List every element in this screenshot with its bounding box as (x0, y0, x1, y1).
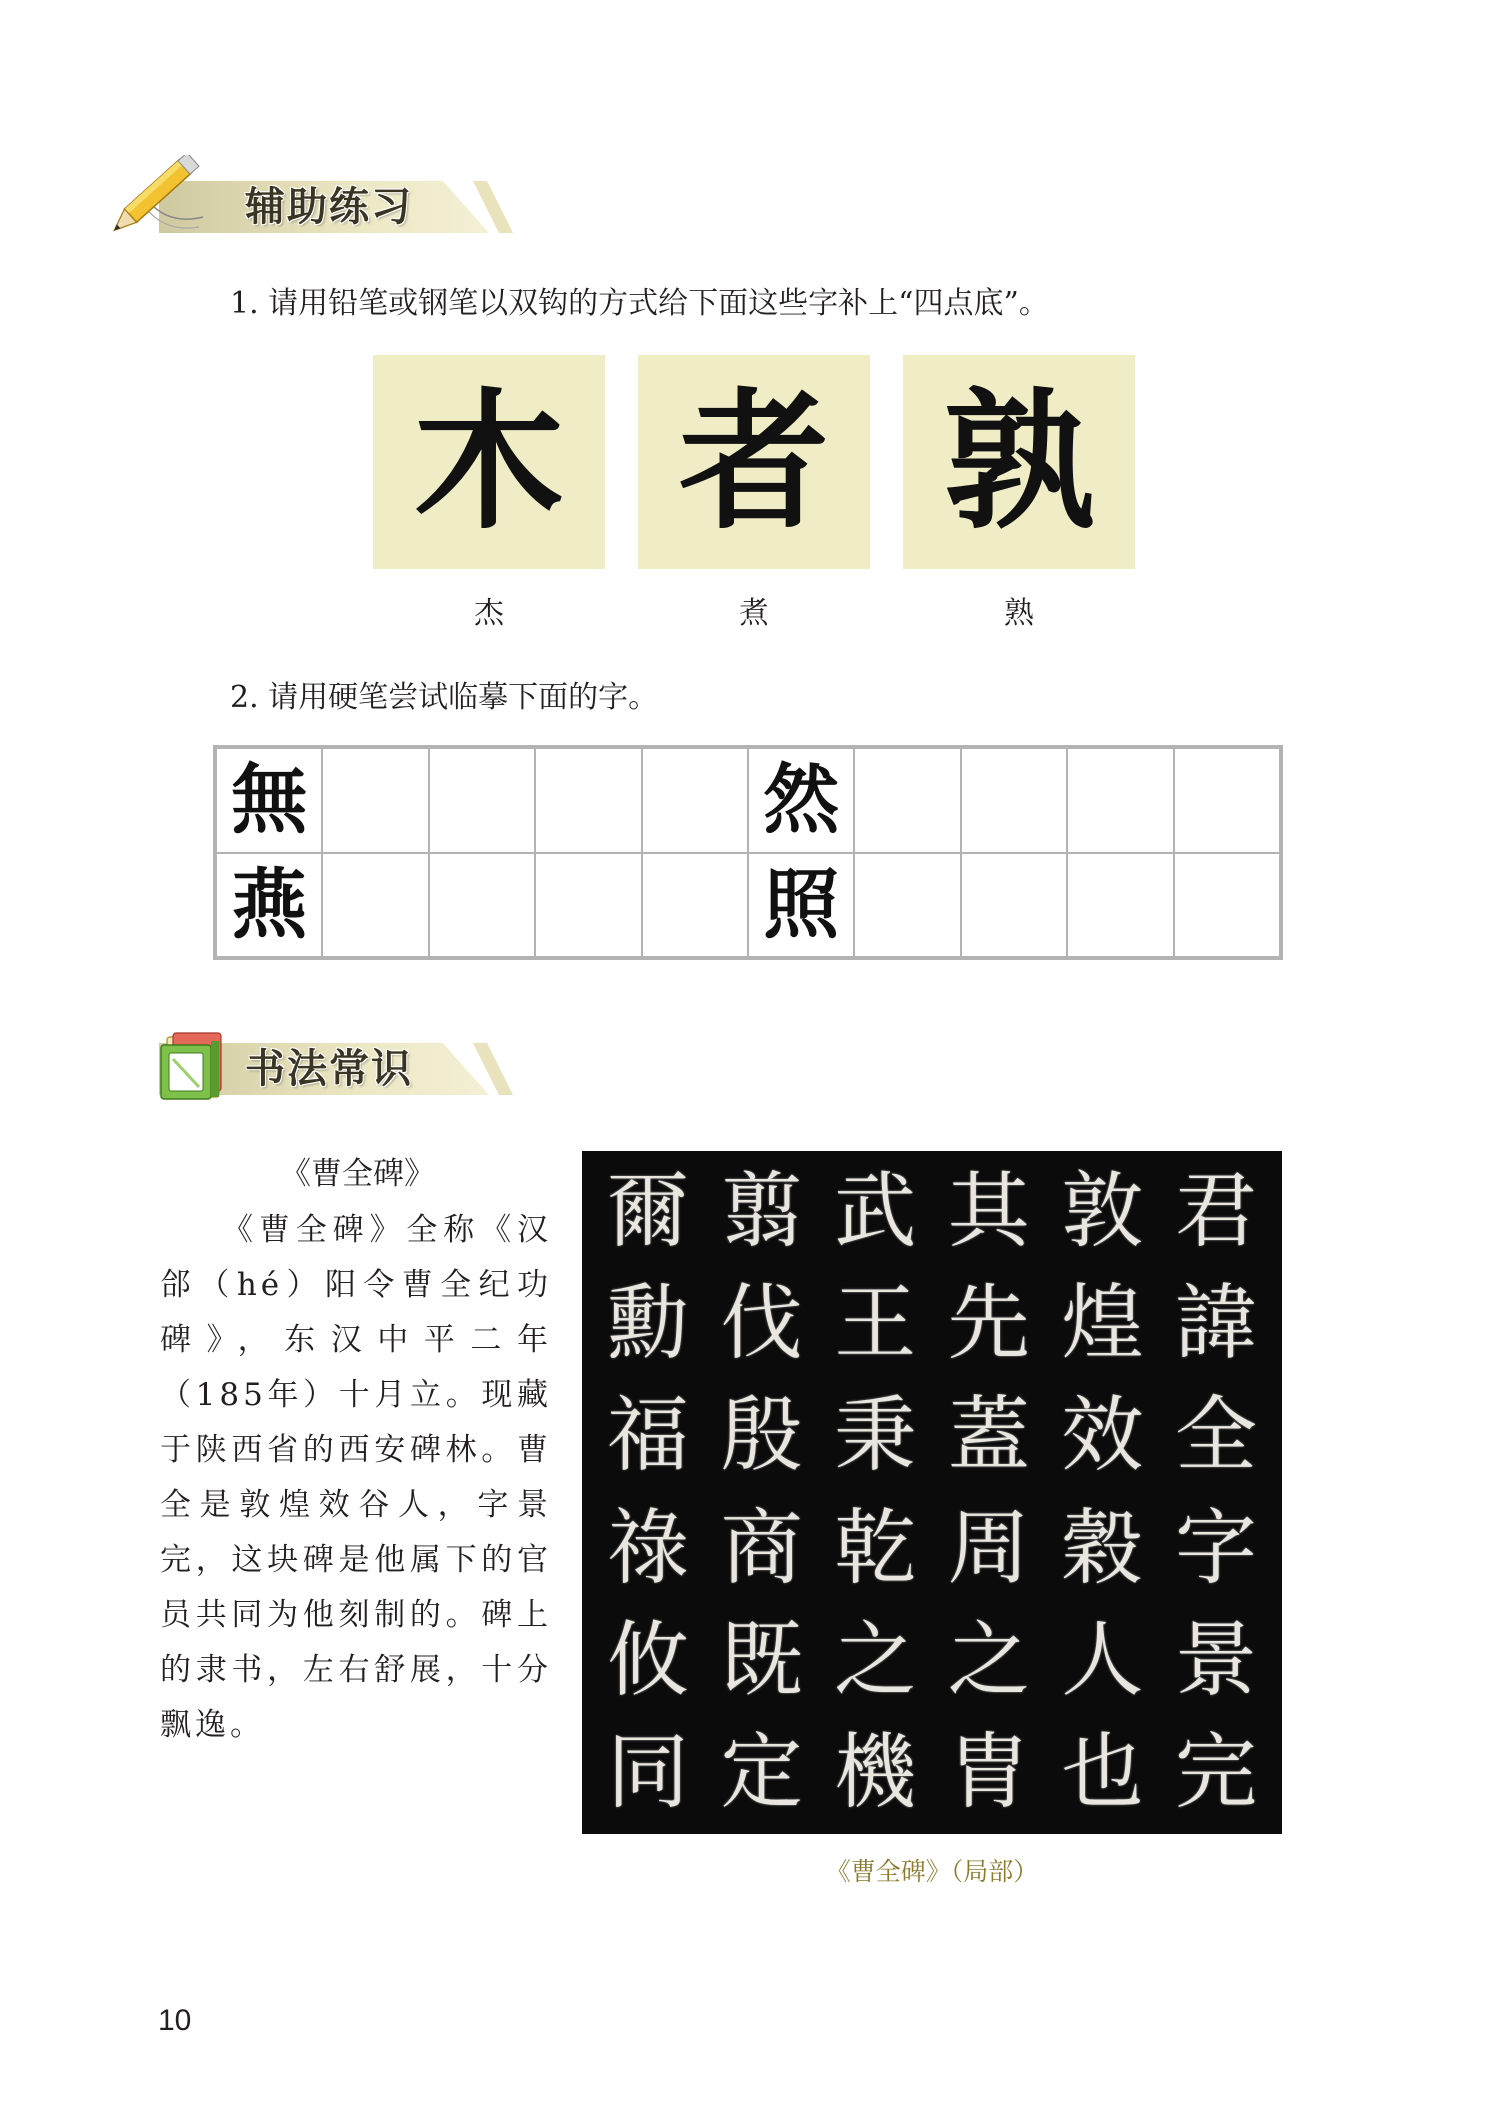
stele-rubbing-image (582, 1151, 1282, 1834)
image-caption: 《曹全碑》（局部） (825, 1857, 1039, 1886)
question-1: 1. 请用铅笔或钢笔以双钩的方式给下面这些字补上“四点底”。 (230, 286, 1049, 321)
practice-cell[interactable] (642, 748, 748, 853)
practice-cell[interactable] (961, 853, 1067, 958)
model-cell (216, 853, 322, 958)
practice-cell[interactable] (961, 748, 1067, 853)
practice-cell[interactable] (1067, 748, 1173, 853)
rubbing-char: 之 (834, 1612, 917, 1708)
practice-cell[interactable] (322, 748, 428, 853)
rubbing-char: 字 (1174, 1500, 1257, 1596)
card-label: 煮 (739, 596, 769, 631)
section-banner-knowledge (95, 1037, 535, 1099)
rubbing-char: 蓋 (947, 1388, 1030, 1484)
rubbing-char: 也 (1061, 1724, 1144, 1820)
books-icon (157, 1031, 235, 1103)
rubbing-char: 煌 (1061, 1276, 1144, 1372)
practice-cell[interactable] (854, 853, 960, 958)
rubbing-column (710, 1159, 814, 1826)
rubbing-char: 機 (834, 1724, 917, 1820)
rubbing-char: 殷 (720, 1388, 803, 1484)
article-body: 《曹全碑》全称《汉郃（hé）阳令曹全纪功碑》，东汉中平二年（185年）十月立。现藏于陕西省的西安碑林。曹全是敦煌效谷人，字景完，这块碑是他属下的官员共同为他刻制的。碑上的隶书，左右舒展，十分飘逸。 (160, 1212, 552, 1743)
char-card-2 (638, 355, 870, 569)
section-banner-practice (95, 175, 535, 237)
rubbing-char: 同 (606, 1724, 689, 1820)
model-cell (216, 748, 322, 853)
rubbing-char: 翦 (720, 1164, 803, 1259)
rubbing-char: 君 (1174, 1164, 1257, 1259)
practice-cell[interactable] (1174, 853, 1280, 958)
rubbing-char: 福 (606, 1388, 689, 1484)
rubbing-column (1164, 1159, 1268, 1826)
card-label: 杰 (474, 596, 504, 631)
card-glyph: 者 (678, 374, 829, 550)
practice-grid (213, 745, 1283, 960)
section-title: 辅助练习 (245, 184, 413, 230)
card-glyph: 木 (413, 374, 564, 550)
rubbing-char: 胄 (947, 1724, 1030, 1820)
section-title: 书法常识 (245, 1046, 413, 1092)
rubbing-char: 王 (834, 1276, 917, 1372)
question-2: 2. 请用硬笔尝试临摹下面的字。 (230, 680, 659, 715)
card-label: 熟 (1004, 596, 1034, 631)
rubbing-char: 景 (1174, 1612, 1257, 1708)
rubbing-char: 祿 (606, 1500, 689, 1596)
rubbing-char: 爾 (606, 1164, 689, 1259)
rubbing-char: 定 (720, 1724, 803, 1820)
rubbing-char: 全 (1174, 1388, 1257, 1484)
rubbing-char: 先 (947, 1276, 1030, 1372)
rubbing-column (1050, 1159, 1154, 1826)
practice-cell[interactable] (322, 853, 428, 958)
practice-cell[interactable] (854, 748, 960, 853)
card-glyph: 孰 (943, 374, 1094, 550)
rubbing-char: 乾 (834, 1500, 917, 1596)
practice-cell[interactable] (642, 853, 748, 958)
rubbing-char: 之 (947, 1612, 1030, 1708)
practice-cell[interactable] (429, 853, 535, 958)
page-number: 10 (158, 2004, 192, 2037)
model-cell (748, 853, 854, 958)
practice-cell[interactable] (429, 748, 535, 853)
rubbing-char: 商 (720, 1500, 803, 1596)
rubbing-column (596, 1159, 700, 1826)
rubbing-char: 人 (1061, 1612, 1144, 1708)
model-char: 然 (763, 755, 840, 845)
model-cell (748, 748, 854, 853)
rubbing-char: 武 (834, 1164, 917, 1259)
rubbing-char: 周 (947, 1500, 1030, 1596)
practice-cell[interactable] (535, 748, 641, 853)
rubbing-column (823, 1159, 927, 1826)
rubbing-char: 敦 (1061, 1164, 1144, 1259)
rubbing-char: 秉 (834, 1388, 917, 1484)
char-card-1 (373, 355, 605, 569)
rubbing-char: 完 (1174, 1724, 1257, 1820)
char-card-3 (903, 355, 1135, 569)
pencil-icon (95, 155, 205, 245)
rubbing-char: 諱 (1174, 1276, 1257, 1372)
rubbing-char: 攸 (606, 1612, 689, 1708)
model-char: 照 (763, 859, 840, 949)
rubbing-char: 穀 (1061, 1500, 1144, 1596)
practice-cell[interactable] (1067, 853, 1173, 958)
practice-cell[interactable] (1174, 748, 1280, 853)
model-char: 燕 (231, 859, 308, 949)
rubbing-char: 勳 (606, 1276, 689, 1372)
rubbing-char: 伐 (720, 1276, 803, 1372)
rubbing-column (937, 1159, 1041, 1826)
rubbing-char: 其 (947, 1164, 1030, 1259)
article-title: 《曹全碑》 (280, 1156, 435, 1192)
rubbing-char: 既 (720, 1612, 803, 1708)
practice-cell[interactable] (535, 853, 641, 958)
model-char: 無 (231, 755, 308, 845)
rubbing-char: 效 (1061, 1388, 1144, 1484)
